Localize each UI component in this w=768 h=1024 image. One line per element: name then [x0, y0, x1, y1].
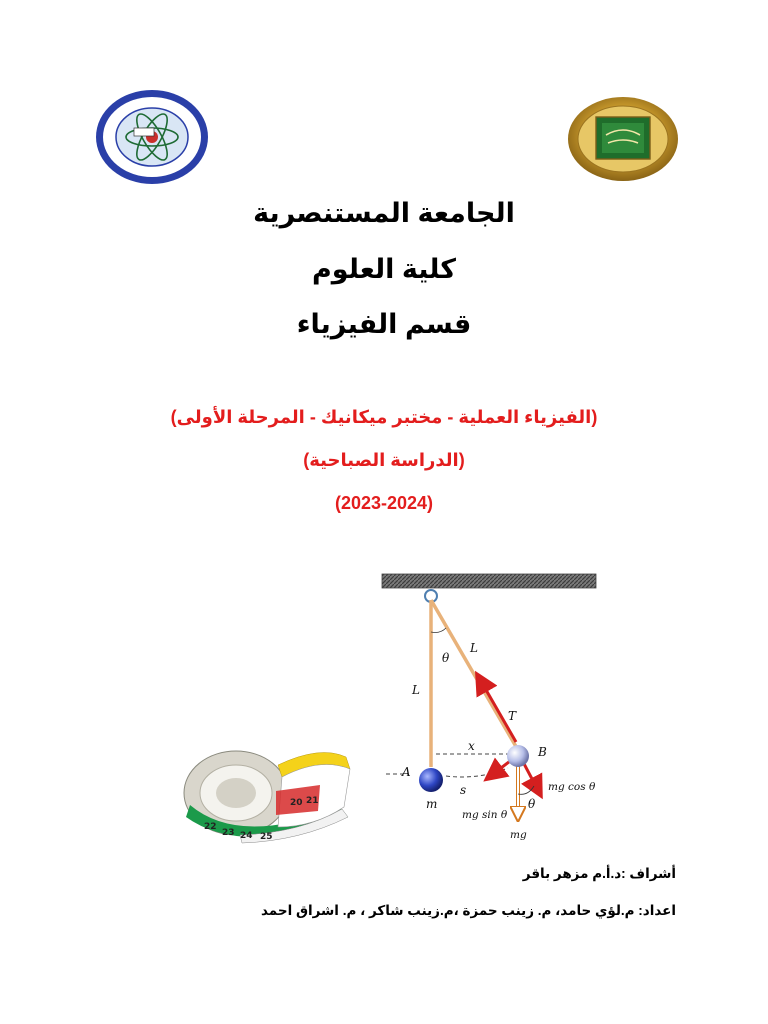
- label-B: B: [538, 745, 547, 759]
- college-seal-logo: [566, 95, 680, 183]
- study-type: (الدراسة الصباحية): [303, 450, 465, 470]
- department-name: قسم الفيزياء: [296, 309, 472, 339]
- label-L-side: L: [412, 683, 420, 697]
- supervisor-line: أشراف :د.أ.م مزهر باقر: [522, 866, 676, 881]
- college-name: كلية العلوم: [312, 254, 456, 284]
- label-theta-bottom: θ: [528, 797, 536, 811]
- pendulum-diagram: [378, 572, 618, 852]
- label-L-string: L: [470, 641, 478, 655]
- tape-number-22: 22: [204, 822, 217, 832]
- tape-number-21: 21: [306, 796, 319, 806]
- university-name: الجامعة المستنصرية: [253, 198, 515, 228]
- tape-number-23: 23: [222, 828, 235, 838]
- label-mg-sin: mg sin θ: [462, 809, 508, 821]
- university-logo: [94, 88, 210, 186]
- label-A: A: [402, 765, 411, 779]
- measuring-tape-image: [180, 735, 355, 855]
- label-T: T: [508, 709, 517, 723]
- prepared-by-line: اعداد: م.لؤي حامد، م. زينب حمزة ،م.زينب شاكر ، م. اشراق احمد: [260, 903, 676, 918]
- tape-number-20: 20: [290, 798, 303, 808]
- label-m: m: [426, 797, 438, 811]
- label-theta-top: θ: [442, 651, 450, 665]
- academic-year: (2023-2024): [334, 493, 434, 513]
- label-mg-cos: mg cos θ: [548, 781, 596, 793]
- course-title: (الفيزياء العملية - مختبر ميكانيك - المرحلة الأولى): [170, 407, 598, 427]
- label-mg: mg: [510, 829, 527, 841]
- tape-number-24: 24: [240, 831, 253, 841]
- label-x: x: [468, 739, 475, 753]
- label-s: s: [460, 783, 467, 797]
- tape-number-25: 25: [260, 832, 273, 842]
